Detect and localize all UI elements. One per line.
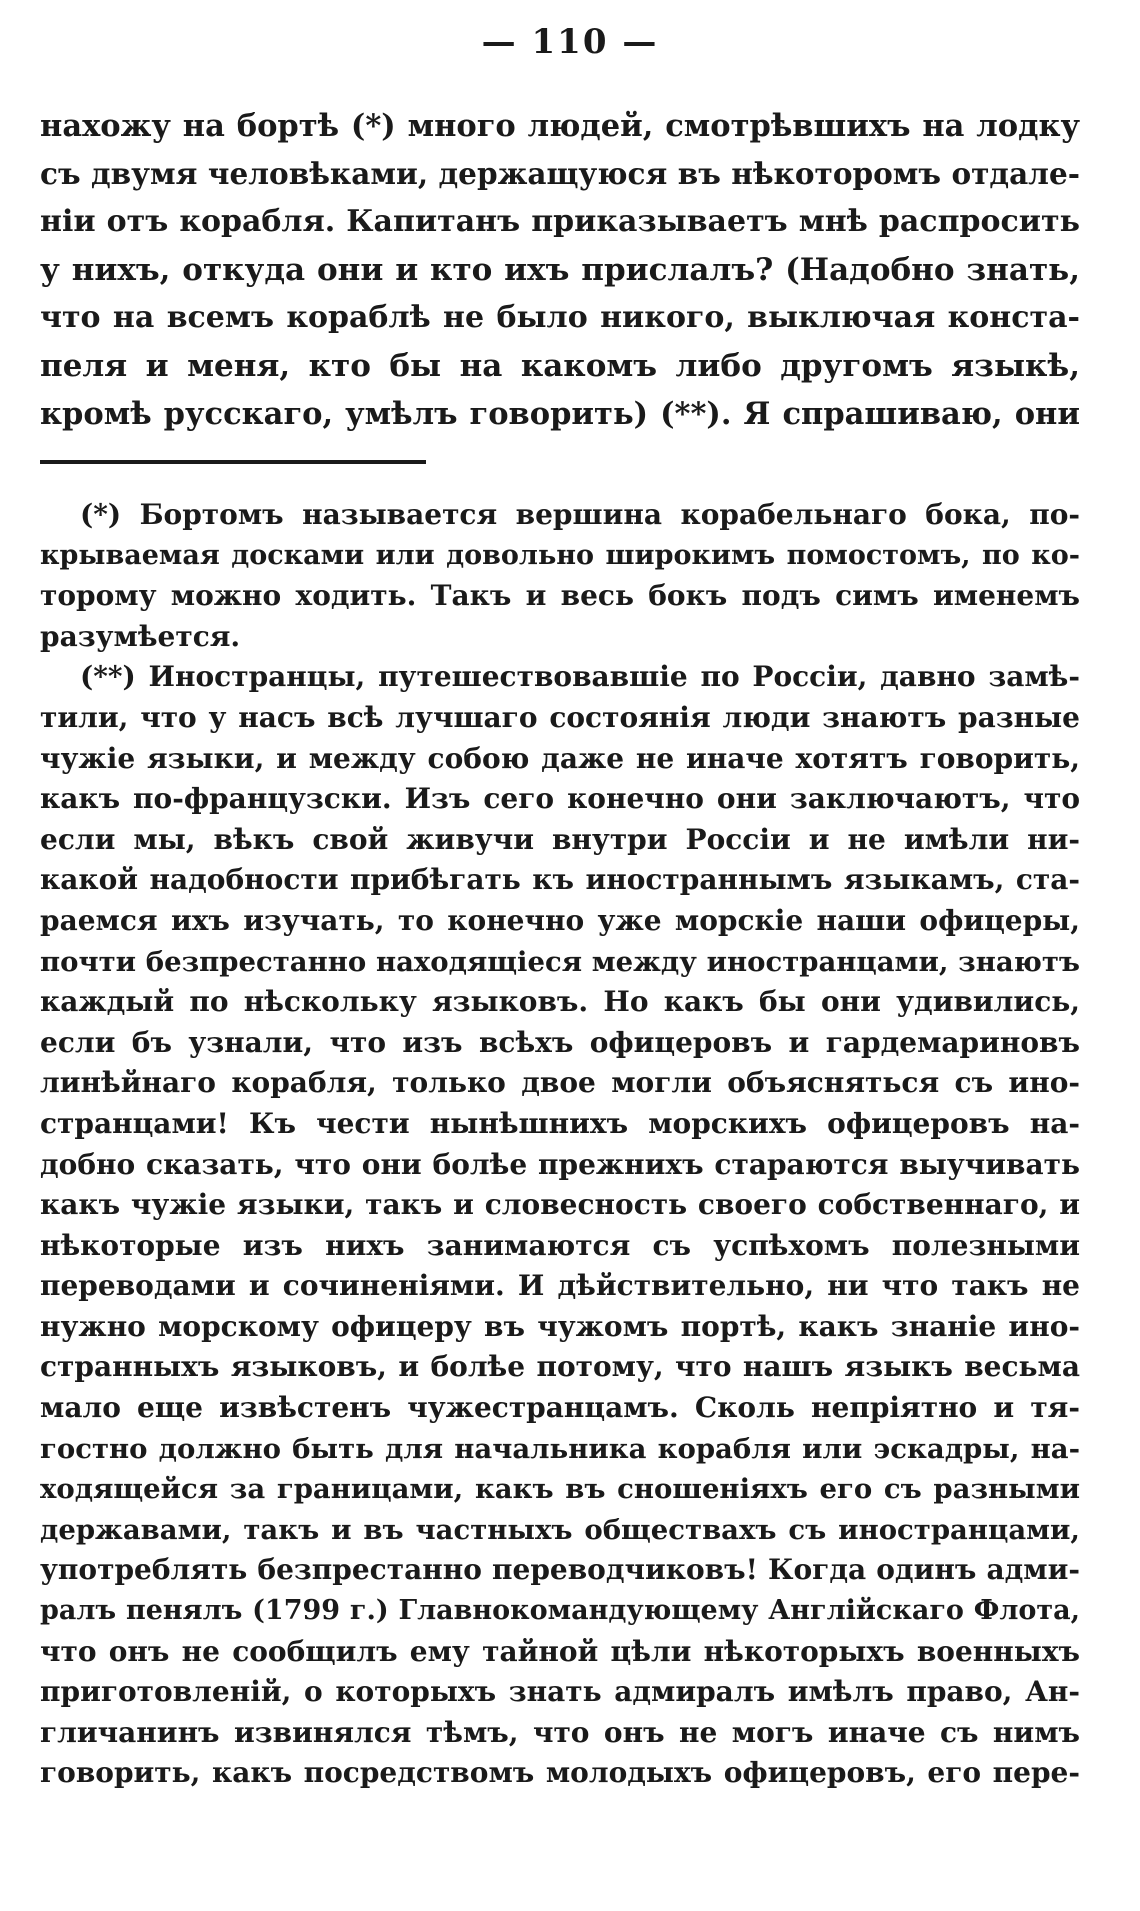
footnote-line: мало еще извѣстенъ чужестранцамъ. Сколь непріятно и тя-	[40, 1391, 1080, 1425]
text-line: нахожу на бортѣ (*) много людей, смотрѣвшихъ на лодку	[40, 108, 1080, 144]
footnotes	[40, 495, 1080, 1794]
footnote-line: тили, что у насъ всѣ лучшаго состоянія люди знаютъ разные	[40, 700, 1080, 734]
footnote-line: каждый по нѣскольку языковъ. Но какъ бы они удивились,	[40, 985, 1080, 1019]
footnote-line: странцами! Къ чести нынѣшнихъ морскихъ офицеровъ на-	[40, 1106, 1080, 1140]
page-number: — 110 —	[481, 22, 659, 62]
text-line: что на всемъ кораблѣ не было никого, выключая конста-	[40, 300, 1080, 335]
footnote-line: крываемая досками или довольно широкимъ помостомъ, по ко-	[40, 539, 1080, 571]
footnote-line: нужно морскому офицеру въ чужомъ портѣ, какъ знаніе ино-	[40, 1309, 1080, 1343]
footnote-line: державами, такъ и въ частныхъ обществахъ съ иностранцами,	[40, 1513, 1080, 1546]
footnote-line: употреблять безпрестанно переводчиковъ! Когда одинъ адми-	[40, 1553, 1080, 1587]
footnote-line: ходящейся за границами, какъ въ сношеніяхъ его съ разными	[40, 1473, 1080, 1506]
footnote-line: какъ чужіе языки, такъ и словесность своего собственнаго, и	[40, 1188, 1080, 1222]
footnote-line: раемся ихъ изучать, то конечно уже морскіе наши офицеры,	[40, 903, 1080, 937]
main-text	[40, 102, 1080, 438]
text-line: пеля и меня, кто бы на какомъ либо другомъ языкѣ,	[40, 348, 1080, 384]
footnote-line: говорить, какъ посредствомъ молодыхъ офицеровъ, его пере-	[40, 1756, 1080, 1790]
footnote-line: добно сказать, что они болѣе прежнихъ стараются выучивать	[40, 1147, 1080, 1181]
footnote-line: (*) Бортомъ называется вершина корабельнаго бока, по-	[80, 498, 1080, 531]
text-line: кромѣ русскаго, умѣлъ говорить) (**). Я спрашиваю, они	[40, 396, 1080, 432]
footnote-1	[40, 495, 1080, 657]
footnote-line: ралъ пенялъ (1799 г.) Главнокомандующему Англійскаго Флота,	[40, 1595, 1080, 1627]
footnote-line: что онъ не сообщилъ ему тайной цѣли нѣкоторыхъ военныхъ	[40, 1634, 1080, 1668]
footnote-2	[40, 657, 1080, 1794]
footnote-line: торому можно ходить. Такъ и весь бокъ подъ симъ именемъ	[40, 579, 1080, 613]
footnote-line: гличанинъ извинялся тѣмъ, что онъ не могъ иначе съ нимъ	[40, 1715, 1080, 1749]
footnote-line: разумѣется.	[40, 619, 241, 653]
footnote-divider	[40, 460, 426, 464]
footnote-line: странныхъ языковъ, и болѣе потому, что нашъ языкъ весьма	[40, 1350, 1080, 1384]
footnote-line: если мы, вѣкъ свой живучи внутри Россіи и не имѣли ни-	[40, 822, 1080, 856]
footnote-line: линѣйнаго корабля, только двое могли объясняться съ ино-	[40, 1066, 1080, 1100]
footnote-line: (**) Иностранцы, путешествовавшіе по Россіи, давно замѣ-	[80, 660, 1080, 694]
footnote-line: какъ по-французски. Изъ сего конечно они заключаютъ, что	[40, 782, 1080, 816]
footnote-line: какой надобности прибѣгать къ иностраннымъ языкамъ, ста-	[40, 863, 1080, 897]
footnote-line: приготовленій, о которыхъ знать адмиралъ имѣлъ право, Ан-	[40, 1675, 1080, 1709]
text-line: ніи отъ корабля. Капитанъ приказываетъ мнѣ распросить	[40, 204, 1080, 239]
footnote-line: нѣкоторые изъ нихъ занимаются съ успѣхомъ полезными	[40, 1228, 1080, 1262]
text-line: у нихъ, откуда они и кто ихъ прислалъ? (Надобно знать,	[40, 252, 1080, 288]
footnote-line: гостно должно быть для начальника корабля или эскадры, на-	[40, 1432, 1080, 1465]
footnote-line: почти безпрестанно находящіеся между иностранцами, знаютъ	[40, 945, 1080, 978]
footnote-line: переводами и сочиненіями. И дѣйствительно, ни что такъ не	[40, 1269, 1080, 1303]
footnote-line: чужіе языки, и между собою даже не иначе хотятъ говорить,	[40, 741, 1080, 775]
text-line: съ двумя человѣками, держащуюся въ нѣкоторомъ отдале-	[40, 156, 1080, 191]
footnote-line: если бъ узнали, что изъ всѣхъ офицеровъ и гардемариновъ	[40, 1025, 1080, 1059]
